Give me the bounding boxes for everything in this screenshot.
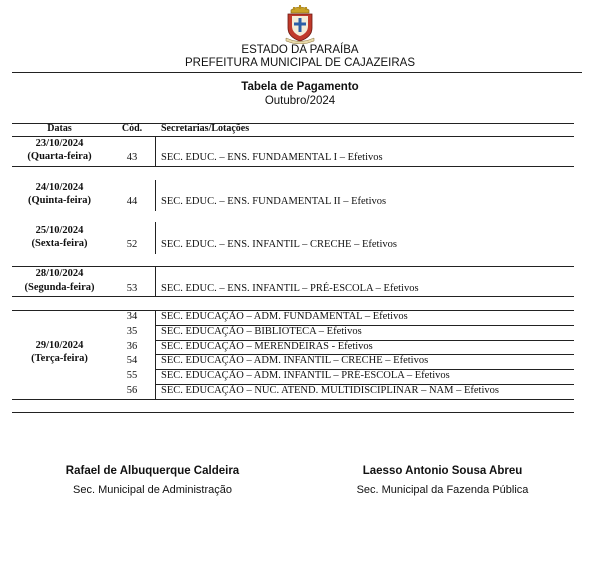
lotacao-code: 56 (126, 385, 138, 396)
lotacao-code: 54 (126, 355, 138, 366)
lotacao-code: 53 (126, 283, 138, 294)
city-hall-name: PREFEITURA MUNICIPAL DE CAJAZEIRAS (184, 57, 416, 69)
group-divider (12, 266, 574, 267)
lotacao-code: 44 (126, 196, 138, 207)
group-divider (12, 166, 574, 167)
payment-date: 23/10/2024 (35, 138, 84, 149)
group-divider (12, 296, 574, 297)
lotacao-code: 52 (126, 239, 138, 250)
payment-weekday: (Terça-feira) (31, 353, 88, 364)
signatory-role: Sec. Municipal da Fazenda Pública (356, 484, 529, 496)
secretariat-name: SEC. EDUC. – ENS. INFANTIL – PRÉ-ESCOLA – Efetivos (161, 283, 419, 294)
payment-date: 29/10/2024 (35, 340, 84, 351)
payment-weekday: (Quinta-feira) (28, 195, 91, 206)
column-header-code: Cód. (121, 123, 143, 134)
secretariat-name: SEC. EDUC. – ENS. FUNDAMENTAL I – Efetivos (161, 152, 383, 163)
column-separator (155, 311, 156, 399)
secretariat-name: SEC. EDUC. – ENS. INFANTIL – CRECHE – Efetivos (161, 239, 397, 250)
lotacao-code: 43 (126, 152, 138, 163)
group-divider (12, 399, 574, 400)
payment-weekday: (Segunda-feira) (24, 282, 95, 293)
secretariat-name: SEC. EDUCAÇÃO – MERENDEIRAS - Efetivos (161, 341, 373, 352)
header-divider (12, 72, 582, 73)
signatory-role: Sec. Municipal de Administração (73, 484, 232, 496)
secretariat-name: SEC. EDUCAÇÃO – ADM. INFANTIL – CRECHE – Efetivos (161, 355, 429, 366)
coat-of-arms-logo (284, 4, 316, 44)
column-separator (155, 180, 156, 211)
secretariat-name: SEC. EDUCAÇÃO – BIBLIOTECA – Efetivos (161, 326, 362, 337)
table-bottom-border (12, 412, 574, 413)
payment-date: 24/10/2024 (35, 182, 84, 193)
lotacao-code: 36 (126, 341, 138, 352)
secretariat-name: SEC. EDUCAÇÃO – ADM. FUNDAMENTAL – Efetivos (161, 311, 408, 322)
document-month: Outubro/2024 (264, 95, 336, 107)
column-separator (155, 137, 156, 166)
table-header-border (12, 136, 574, 137)
document-title: Tabela de Pagamento (241, 81, 359, 93)
signatory-name: Laesso Antonio Sousa Abreu (362, 465, 523, 477)
payment-weekday: (Quarta-feira) (27, 151, 92, 162)
lotacao-code: 55 (126, 370, 138, 381)
payment-weekday: (Sexta-feira) (31, 238, 88, 249)
state-name: ESTADO DA PARAÍBA (241, 44, 359, 56)
column-separator (155, 222, 156, 254)
payment-date: 28/10/2024 (35, 268, 84, 279)
lotacao-code: 34 (126, 311, 138, 322)
column-header-secretariats: Secretarias/Lotações (161, 123, 250, 134)
lotacao-code: 35 (126, 326, 138, 337)
column-separator (155, 267, 156, 296)
signatory-name: Rafael de Albuquerque Caldeira (65, 465, 240, 477)
secretariat-name: SEC. EDUCAÇÃO – NUC. ATEND. MULTIDISCIPLINAR – NAM – Efetivos (161, 385, 499, 396)
secretariat-name: SEC. EDUC. – ENS. FUNDAMENTAL II – Efetivos (161, 196, 387, 207)
secretariat-name: SEC. EDUCAÇÃO – ADM. INFANTIL – PRÉ-ESCOLA – Efetivos (161, 370, 450, 381)
payment-date: 25/10/2024 (35, 225, 84, 236)
column-header-dates: Datas (47, 123, 72, 134)
